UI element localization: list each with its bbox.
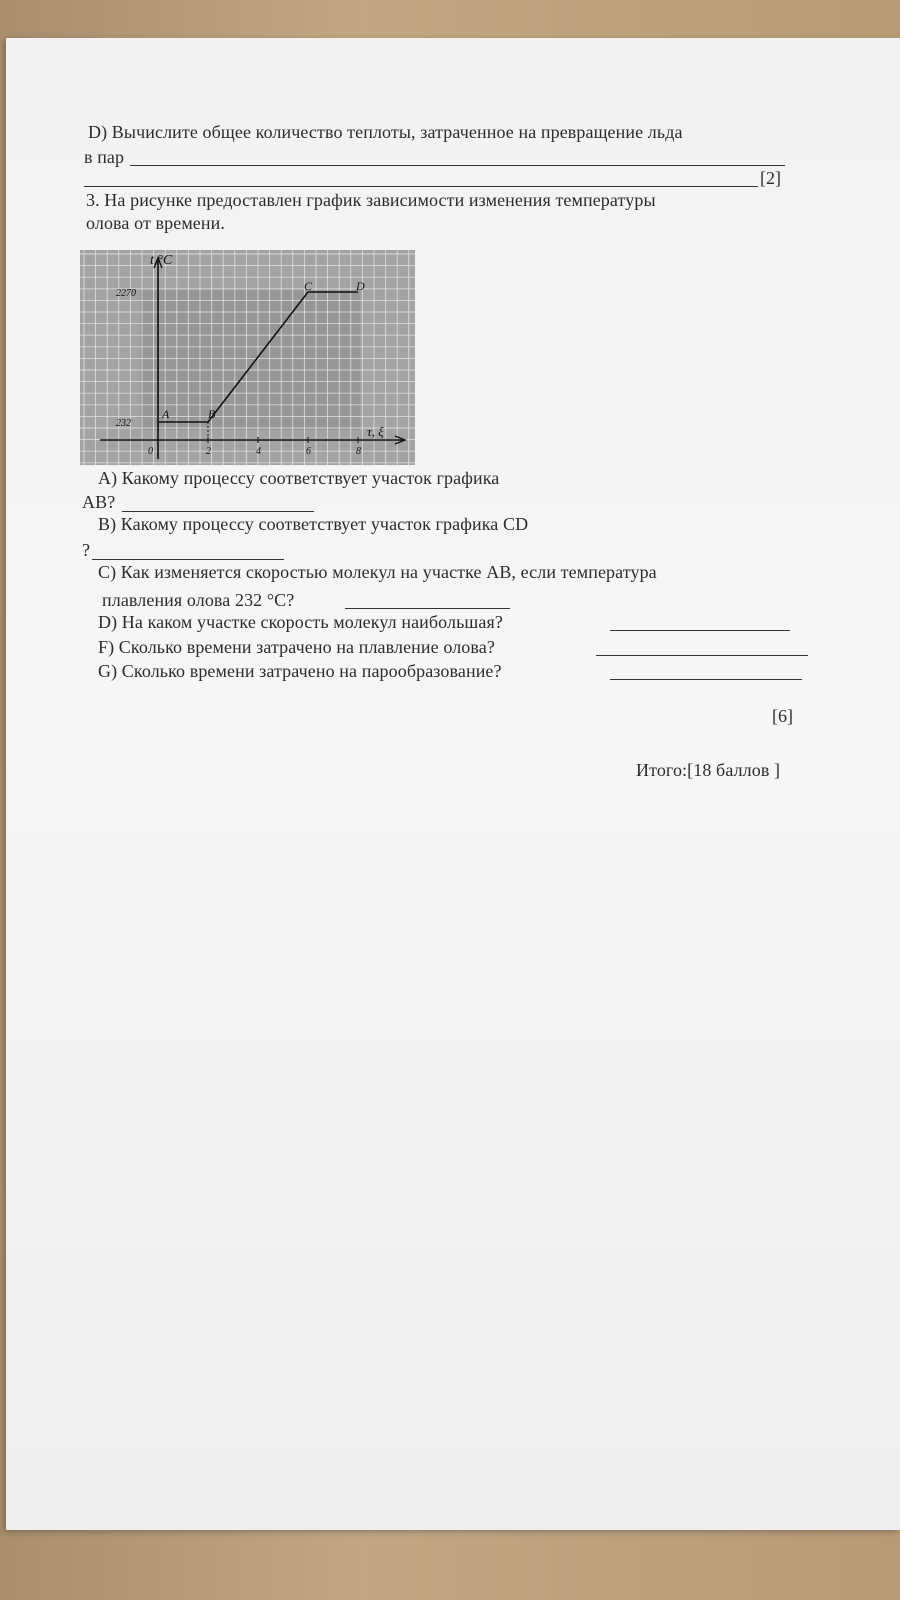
q3b-text-line1: B) Какому процессу соответствует участок графика CD bbox=[98, 514, 529, 534]
q3c-text-line2: плавления олова 232 °C? bbox=[102, 590, 295, 610]
point-label-a: A bbox=[162, 407, 170, 421]
q3c-answer-line bbox=[345, 608, 510, 609]
q2d-text-line1: D) Вычислите общее количество теплоты, затраченное на превращение льда bbox=[88, 122, 683, 142]
q3a-text-line2: AB? bbox=[82, 492, 116, 512]
q3f-text: F) Сколько времени затрачено на плавление олова? bbox=[98, 637, 495, 657]
temperature-time-graph bbox=[80, 250, 415, 465]
x-tick-label: 6 bbox=[306, 446, 311, 457]
point-label-c: C bbox=[304, 279, 313, 293]
q3-heading-line2: олова от времени. bbox=[86, 213, 225, 233]
graph-shadow bbox=[140, 290, 360, 430]
x-tick-label: 0 bbox=[148, 446, 153, 457]
y-tick-label: 232 bbox=[116, 418, 131, 429]
y-axis-label: t,°C bbox=[150, 253, 173, 268]
q2d-answer-line-2 bbox=[84, 186, 758, 187]
y-tick-label: 2270 bbox=[116, 288, 136, 299]
q2d-text-line2: в пар bbox=[84, 147, 125, 167]
point-label-d: D bbox=[356, 279, 365, 293]
point-label-b: B bbox=[208, 407, 216, 421]
total-score: Итого:[18 баллов ] bbox=[636, 760, 781, 780]
q3a-text-line1: A) Какому процессу соответствует участок графика bbox=[98, 468, 500, 488]
q3d-text: D) На каком участке скорость молекул наибольшая? bbox=[98, 612, 503, 632]
q3f-answer-line bbox=[596, 655, 808, 656]
q3b-text-line2: ? bbox=[82, 540, 91, 560]
q3g-answer-line bbox=[610, 679, 802, 680]
x-tick-label: 4 bbox=[256, 446, 261, 457]
q3-points: [6] bbox=[772, 706, 793, 726]
q3a-answer-line bbox=[122, 511, 314, 512]
x-axis-label: τ, ξ bbox=[367, 424, 384, 439]
q3g-text: G) Сколько времени затрачено на парообразование? bbox=[98, 661, 502, 681]
graph-svg bbox=[80, 250, 415, 465]
x-tick-label: 8 bbox=[356, 446, 361, 457]
q3-heading-line1: 3. На рисунке предоставлен график зависимости изменения температуры bbox=[86, 190, 656, 210]
q2d-answer-line bbox=[130, 165, 785, 166]
q3c-text-line1: C) Как изменяется скоростью молекул на участке AB, если температура bbox=[98, 562, 657, 582]
q3d-answer-line bbox=[610, 630, 790, 631]
x-tick-label: 2 bbox=[206, 446, 211, 457]
q2d-points: [2] bbox=[760, 168, 781, 188]
q3b-answer-line bbox=[92, 559, 284, 560]
